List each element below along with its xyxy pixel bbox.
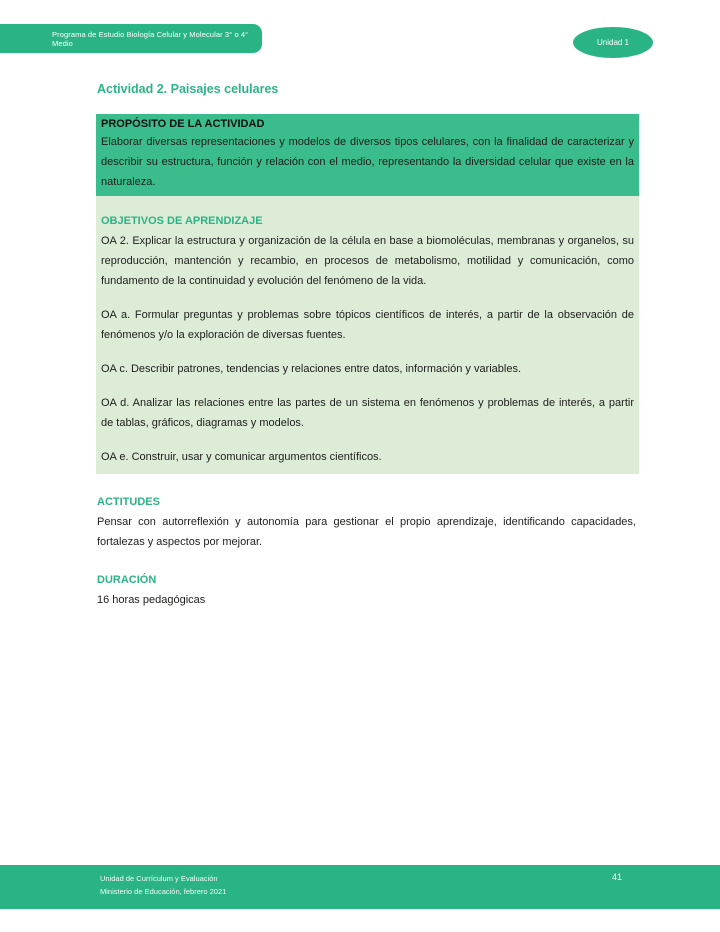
objetivo-item-oa2: OA 2. Explicar la estructura y organización de la célula en base a biomoléculas, membranas y organelos, su reproducción, mantención y recambio, en procesos de metabolismo, motilidad y comunicación, como fundamento de la continuidad y evolución del fenómeno de la vida. <box>101 235 634 287</box>
actitudes-section <box>96 493 639 552</box>
objetivos-heading: OBJETIVOS DE APRENDIZAJE <box>101 215 263 227</box>
footer-credits <box>100 872 226 898</box>
page-number: 41 <box>611 872 622 882</box>
duracion-body: 16 horas pedagógicas <box>97 594 206 606</box>
content-column <box>96 114 639 610</box>
duracion-section <box>96 571 639 610</box>
activity-title: Actividad 2. Paisajes celulares <box>97 82 279 96</box>
header-bar <box>0 24 262 53</box>
objetivo-item-oa-c: OA c. Describir patrones, tendencias y relaciones entre datos, información y variables. <box>101 363 522 375</box>
unit-badge-label: Unidad 1 <box>596 38 630 47</box>
proposito-body: Elaborar diversas representaciones y modelos de diversos tipos celulares, con la finalidad de caracterizar y describir su estructura, función y relación con el medio, representando la diversidad celular que existe en la naturaleza. <box>101 136 634 188</box>
objetivo-item-oa-a: OA a. Formular preguntas y problemas sobre tópicos científicos de interés, a partir de la observación de fenómenos y/o la exploración de diversas fuentes. <box>101 309 634 341</box>
objetivo-item-oa-e: OA e. Construir, usar y comunicar argumentos científicos. <box>101 451 382 463</box>
actitudes-body: Pensar con autorreflexión y autonomía para gestionar el propio aprendizaje, identificando capacidades, fortalezas y aspectos por mejorar. <box>97 516 636 548</box>
duracion-heading: DURACIÓN <box>97 574 157 586</box>
header-program-label: Programa de Estudio Biología Celular y Molecular 3° o 4° Medio <box>52 29 249 48</box>
footer-bar <box>0 865 720 909</box>
proposito-heading: PROPÓSITO DE LA ACTIVIDAD <box>101 118 265 130</box>
actitudes-heading: ACTITUDES <box>97 496 160 508</box>
footer-line2: Ministerio de Educación, febrero 2021 <box>100 887 227 896</box>
proposito-section <box>96 114 639 196</box>
unit-badge <box>573 27 653 58</box>
footer-line1: Unidad de Currículum y Evaluación <box>100 874 218 883</box>
objetivos-section <box>96 196 639 474</box>
objetivo-item-oa-d: OA d. Analizar las relaciones entre las partes de un sistema en fenómenos y problemas de interés, a partir de tablas, gráficos, diagramas y modelos. <box>101 397 634 429</box>
